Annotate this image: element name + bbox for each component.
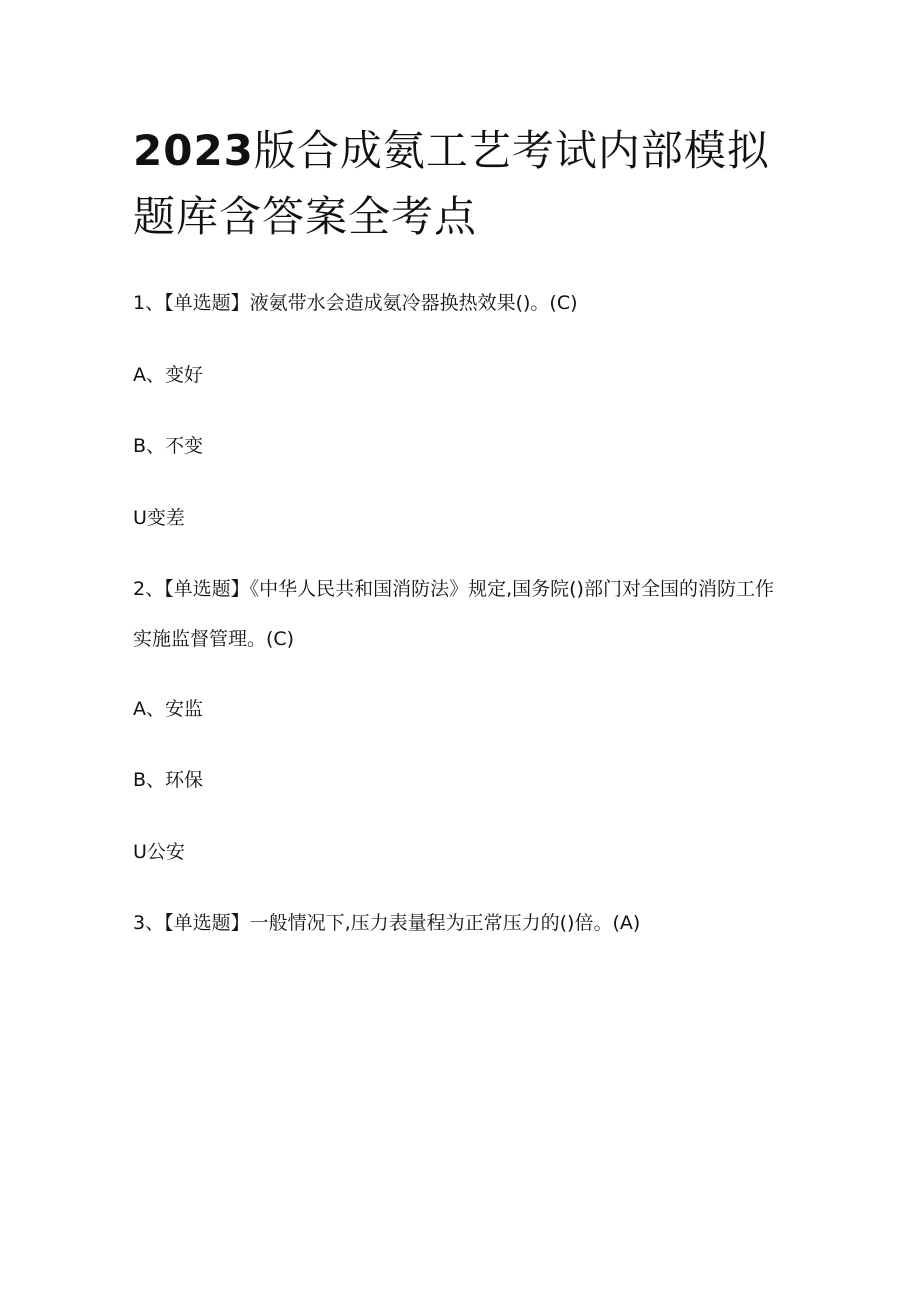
document-title [133, 118, 793, 250]
question-2-option-b: B、环保 [133, 769, 204, 791]
document-title-year: 2023 [133, 126, 254, 175]
question-2-option-a: A、安监 [133, 698, 203, 720]
question-1-option-c: U变差 [133, 507, 185, 529]
question-1-option-a: A、变好 [133, 364, 203, 386]
question-3-stem: 3、【单选题】一般情况下,压力表量程为正常压力的()倍。(A) [133, 912, 641, 934]
document-title-text: 版合成氨工艺考试内部模拟题库含答案全考点 [133, 126, 770, 241]
question-2-option-c: U公安 [133, 841, 185, 863]
question-2-stem: 2、【单选题】《中华人民共和国消防法》规定,国务院()部门对全国的消防工作实施监督管理。(C) [133, 578, 774, 650]
question-1-stem: 1、【单选题】液氨带水会造成氨冷器换热效果()。(C) [133, 292, 578, 314]
question-1-option-b: B、不变 [133, 435, 204, 457]
